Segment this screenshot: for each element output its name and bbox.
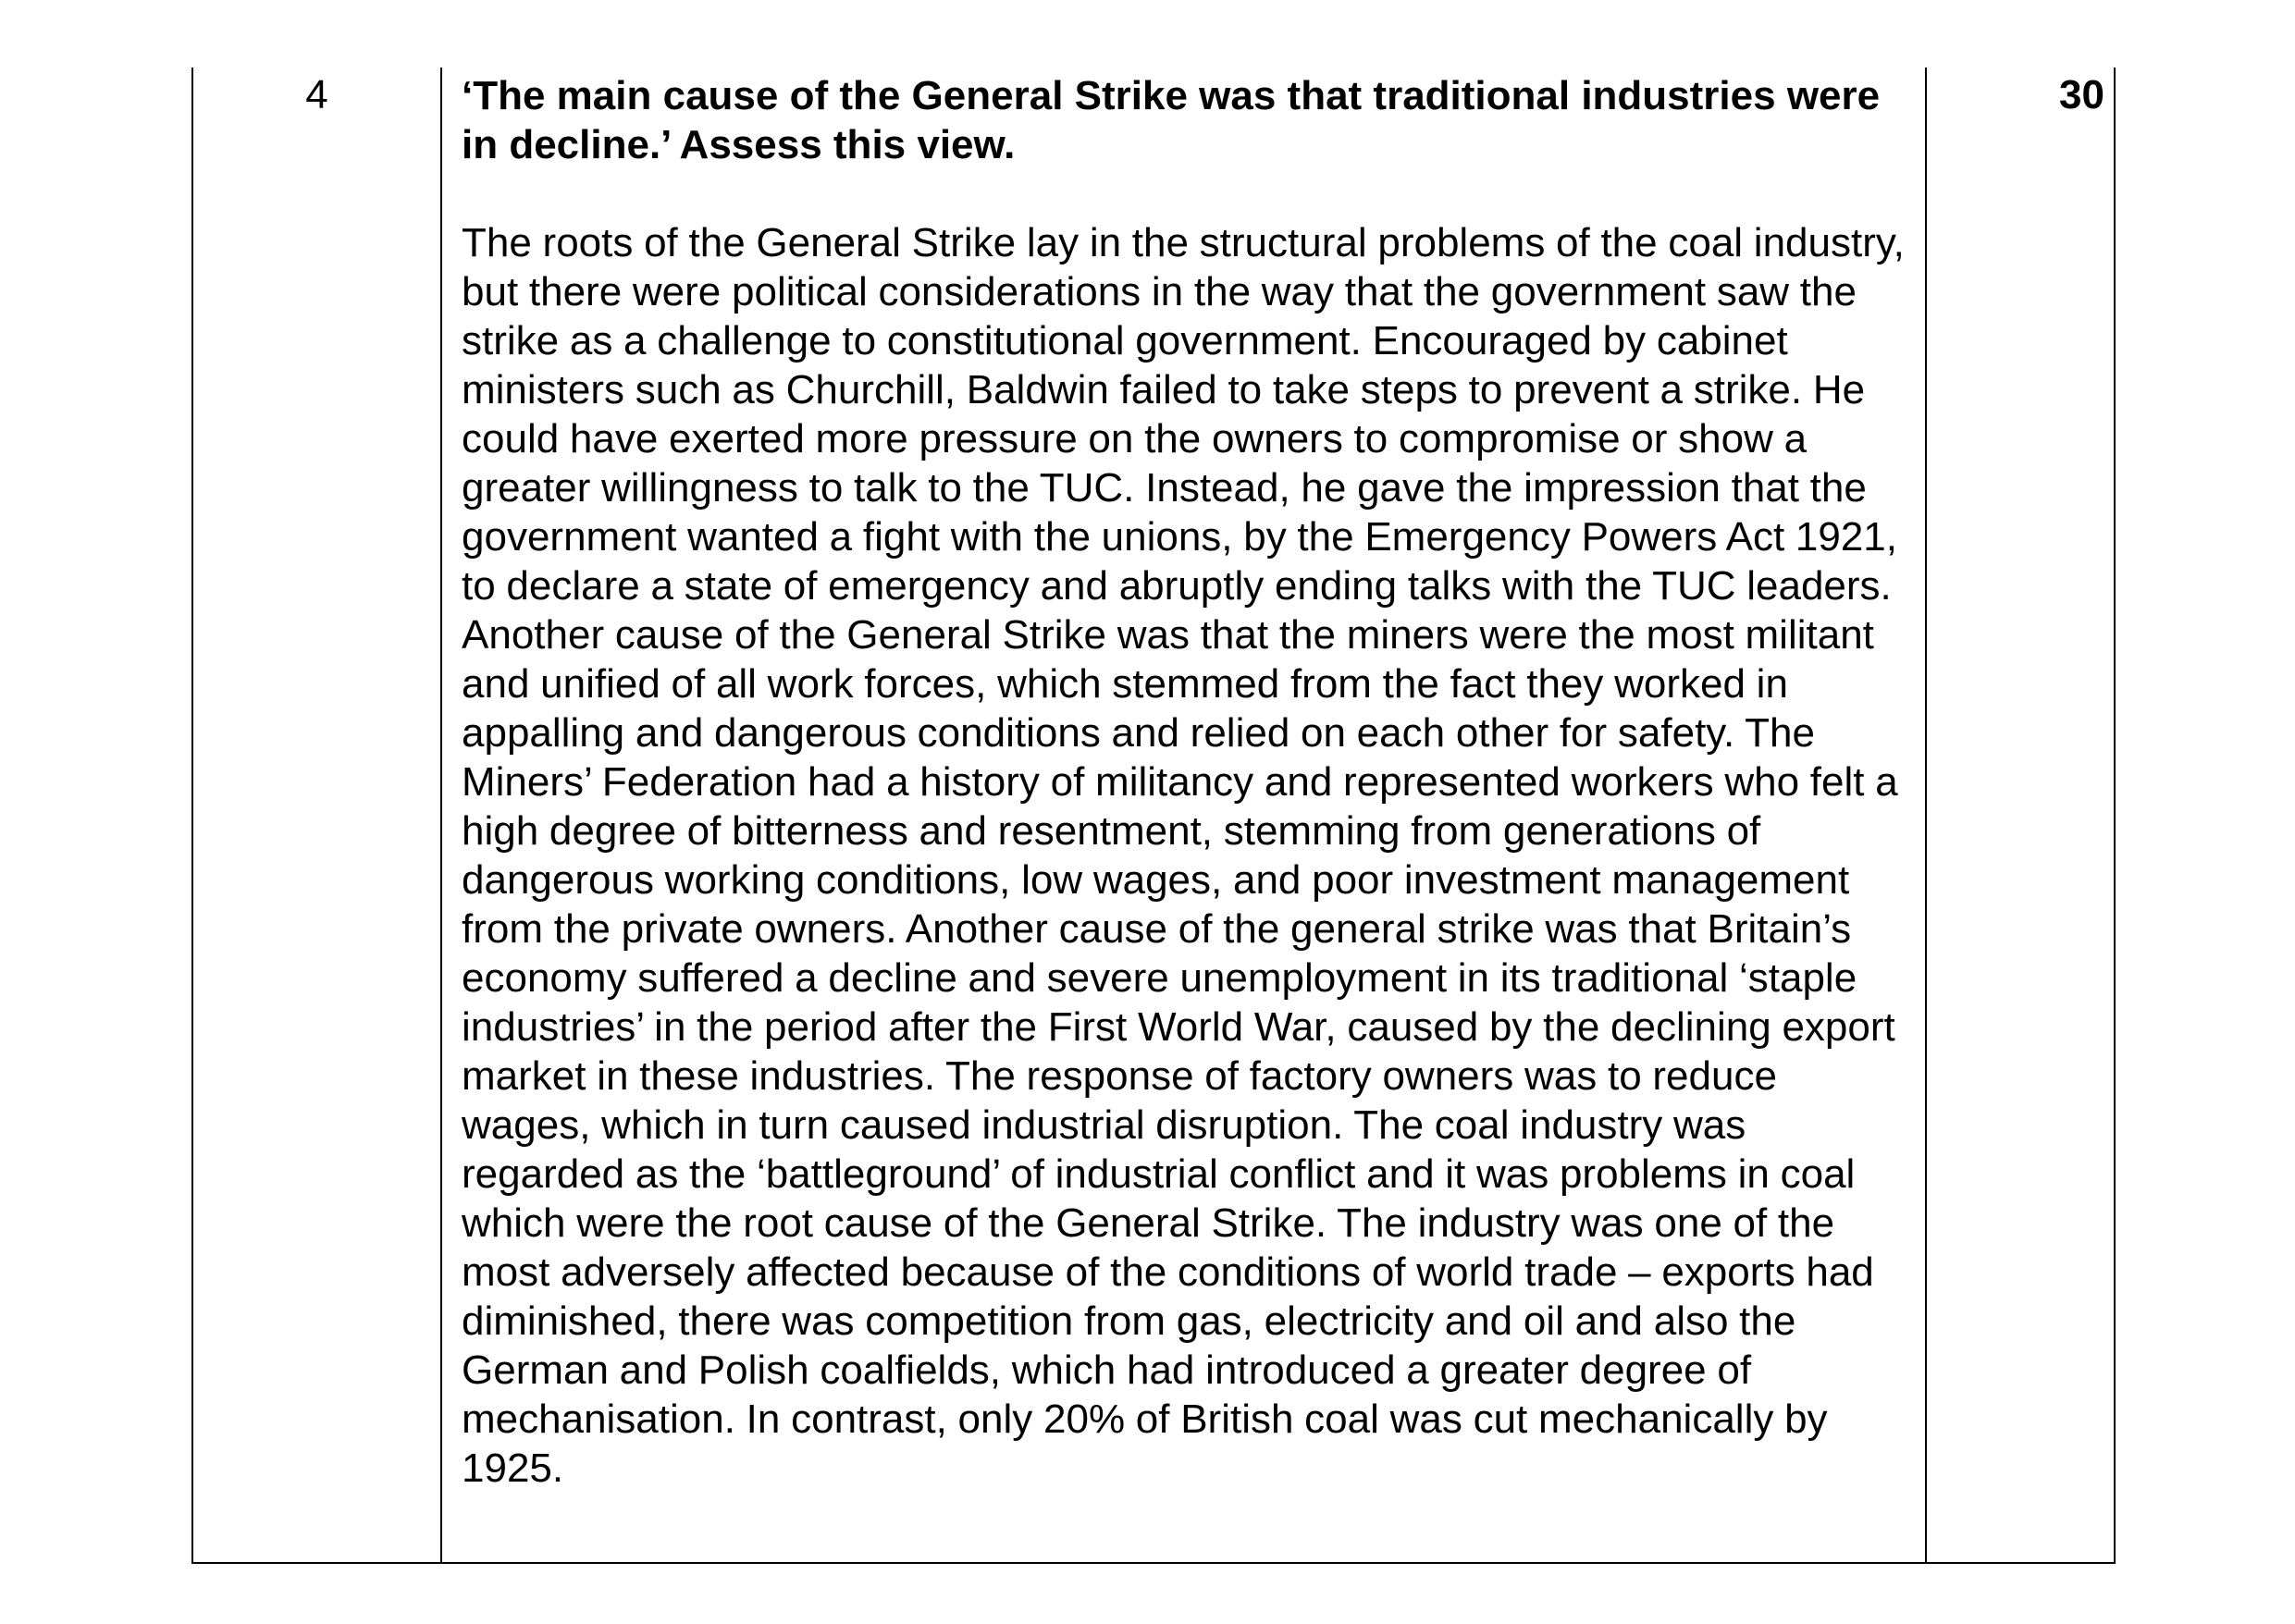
mark-scheme-table: [191, 68, 2116, 1564]
question-prompt: ‘The main cause of the General Strike was that traditional industries were in decline.’ Assess this view.: [462, 73, 1881, 167]
column-divider: [1925, 68, 1927, 1562]
column-divider: [440, 68, 442, 1562]
question-cell: [462, 71, 1914, 1493]
marks-value: 30: [2059, 72, 2104, 117]
answer-text: The roots of the General Strike lay in the structural problems of the coal industry, but there were political considerations in the way that the government saw the strike as a challenge to constitutional government. Encouraged by cabinet ministers such as Churchill, Baldwin failed to take steps to prevent a strike. He could have exerted more pressure on the owners to compromise or show a greater willingness to talk to the TUC. Instead, he gave the impression that the government wanted a fight with the unions, by the Emergency Powers Act 1921, to declare a state of emergency and abruptly ending talks with the TUC leaders. Another cause of the General Strike was that the miners were the most militant and unified of all work forces, which stemmed from the fact they worked in appalling and dangerous conditions and relied on each other for safety. The Miners’ Federation had a history of militancy and represented workers who felt a high degree of bitterness and resentment, stemming from generations of dangerous working conditions, low wages, and poor investment management from the private owners. Another cause of the general strike was that Britain’s economy suffered a decline and severe unemployment in its traditional ‘staple industries’ in the period after the First World War, caused by the declining export market in these industries. The response of factory owners was to reduce wages, which in turn caused industrial disruption. The coal industry was regarded as the ‘battleground’ of industrial conflict and it was problems in coal which were the root cause of the General Strike. The industry was one of the most adversely affected because of the conditions of world trade – exports had diminished, there was competition from gas, electricity and oil and also the German and Polish coalfields, which had introduced a greater degree of mechanisation. In contrast, only 20% of British coal was cut mechanically by 1925.: [462, 220, 1905, 1491]
question-number: 4: [305, 72, 328, 117]
